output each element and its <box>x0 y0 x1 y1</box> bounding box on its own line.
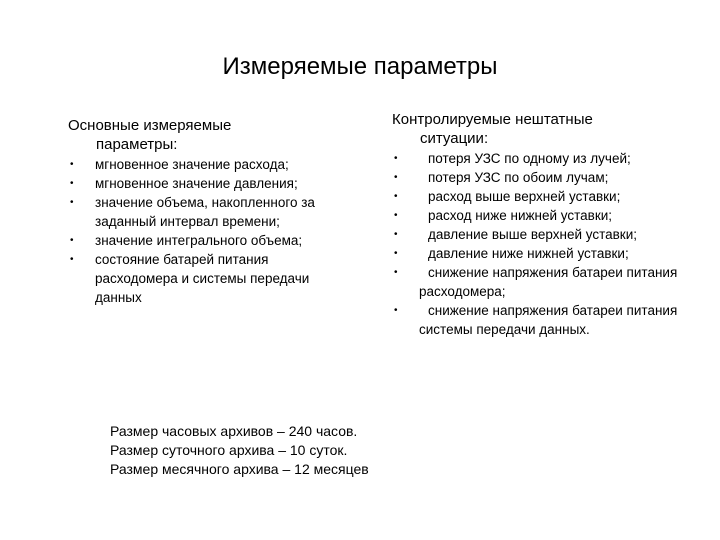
list-item: • расход ниже нижней уставки; <box>394 208 613 223</box>
measured-parameters-heading-line2: параметры: <box>96 136 178 153</box>
measured-parameters-heading <box>68 116 353 154</box>
bullet-icon: • <box>394 172 398 183</box>
list-item: • снижение напряжения батареи питания системы передачи данных. <box>394 303 678 337</box>
bullet-icon: • <box>394 191 398 202</box>
bullet-icon: • <box>70 235 74 246</box>
abnormal-situations-column <box>392 110 692 339</box>
daily-archive-size: Размер суточного архива – 10 суток. <box>110 442 348 458</box>
archive-sizes <box>110 422 470 479</box>
bullet-icon: • <box>70 159 74 170</box>
list-item: • потеря УЗС по обоим лучам; <box>394 170 609 185</box>
bullet-icon: • <box>394 305 398 316</box>
bullet-icon: • <box>394 229 398 240</box>
list-item: • расход выше верхней уставки; <box>394 189 621 204</box>
bullet-icon: • <box>394 153 398 164</box>
abnormal-situations-heading-line1: Контролируемые нештатные <box>392 111 593 128</box>
measured-parameters-list <box>68 155 353 307</box>
bullet-icon: • <box>70 178 74 189</box>
abnormal-situations-heading-line2: ситуации: <box>420 130 489 147</box>
list-item: • мгновенное значение расхода; <box>70 157 289 172</box>
measured-parameters-column <box>68 116 353 307</box>
bullet-icon: • <box>70 197 74 208</box>
list-item: • значение интегрального объема; <box>70 233 303 248</box>
list-item: • снижение напряжения батареи питания расходомера; <box>394 265 678 299</box>
measured-parameters-heading-line1: Основные измеряемые <box>68 117 232 134</box>
monthly-archive-size: Размер месячного архива – 12 месяцев <box>110 461 369 477</box>
slide-title: Измеряемые параметры <box>222 53 498 80</box>
list-item: • давление выше верхней уставки; <box>394 227 637 242</box>
list-item: • потеря УЗС по одному из лучей; <box>394 151 631 166</box>
list-item: • состояние батарей питания расходомера и системы передачи данных <box>70 252 310 305</box>
bullet-icon: • <box>70 254 74 265</box>
bullet-icon: • <box>394 248 398 259</box>
abnormal-situations-list <box>392 149 692 339</box>
abnormal-situations-heading <box>392 110 692 148</box>
hourly-archive-size: Размер часовых архивов – 240 часов. <box>110 423 358 439</box>
bullet-icon: • <box>394 210 398 221</box>
list-item: • давление ниже нижней уставки; <box>394 246 629 261</box>
bullet-icon: • <box>394 267 398 278</box>
list-item: • мгновенное значение давления; <box>70 176 298 191</box>
list-item: • значение объема, накопленного за заданный интервал времени; <box>70 195 315 229</box>
